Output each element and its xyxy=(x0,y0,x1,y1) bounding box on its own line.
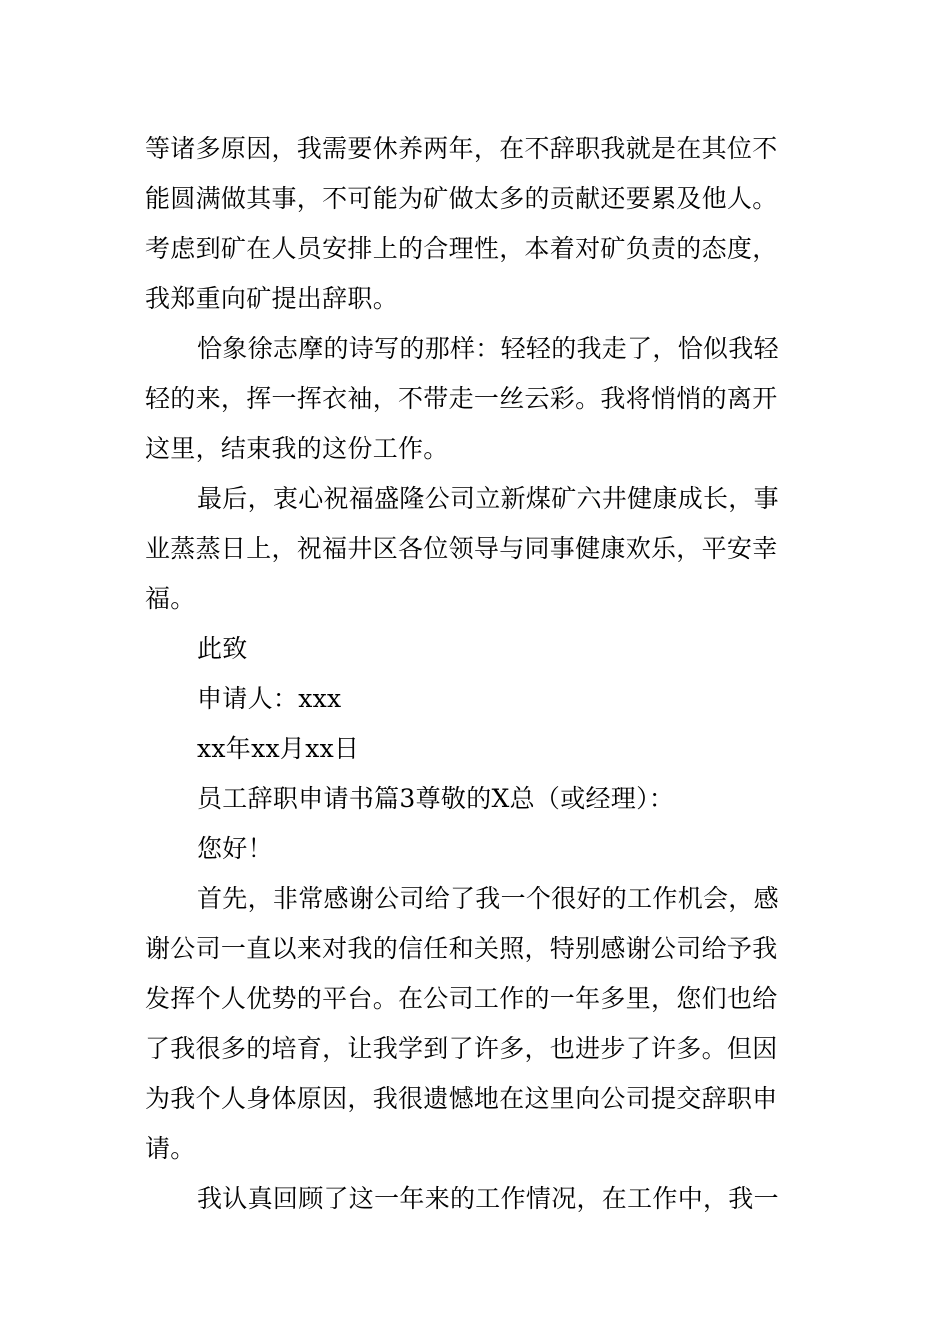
text-line: 福。 xyxy=(145,584,196,613)
text-line: 为我个人身体原因，我很遗憾地在这里向公司提交辞职申 xyxy=(145,1084,778,1113)
text-line: 我认真回顾了这一年来的工作情况，在工作中，我一 xyxy=(197,1184,779,1213)
greeting-line: 您好！ xyxy=(197,834,273,863)
applicant-line: 申请人：xxx xyxy=(197,684,342,713)
date-line: xx年xx月xx日 xyxy=(197,734,360,763)
text-line: 谢公司一直以来对我的信任和关照，特别感谢公司给予我 xyxy=(145,934,778,963)
letter-body xyxy=(145,124,810,1224)
text-line: 能圆满做其事，不可能为矿做太多的贡献还要累及他人。 xyxy=(145,184,778,213)
text-line: 我郑重向矿提出辞职。 xyxy=(145,284,399,313)
closing-salutation: 此致 xyxy=(197,634,248,663)
text-line: 首先，非常感谢公司给了我一个很好的工作机会，感 xyxy=(197,884,779,913)
text-line: 请。 xyxy=(145,1134,196,1163)
text-line: 了我很多的培育，让我学到了许多，也进步了许多。但因 xyxy=(145,1034,778,1063)
section-heading: 员工辞职申请书篇3尊敬的X总（或经理）： xyxy=(197,784,675,813)
text-line: 这里，结束我的这份工作。 xyxy=(145,434,449,463)
text-line: 等诸多原因，我需要休养两年，在不辞职我就是在其位不 xyxy=(145,134,778,163)
text-line: 发挥个人优势的平台。在公司工作的一年多里，您们也给 xyxy=(145,984,778,1013)
text-line: 轻的来，挥一挥衣袖，不带走一丝云彩。我将悄悄的离开 xyxy=(145,384,778,413)
text-line: 恰象徐志摩的诗写的那样：轻轻的我走了，恰似我轻 xyxy=(197,334,779,363)
text-line: 最后，衷心祝福盛隆公司立新煤矿六井健康成长，事 xyxy=(197,484,779,513)
text-line: 业蒸蒸日上，祝福井区各位领导与同事健康欢乐，平安幸 xyxy=(145,534,778,563)
text-line: 考虑到矿在人员安排上的合理性，本着对矿负责的态度， xyxy=(145,234,778,263)
